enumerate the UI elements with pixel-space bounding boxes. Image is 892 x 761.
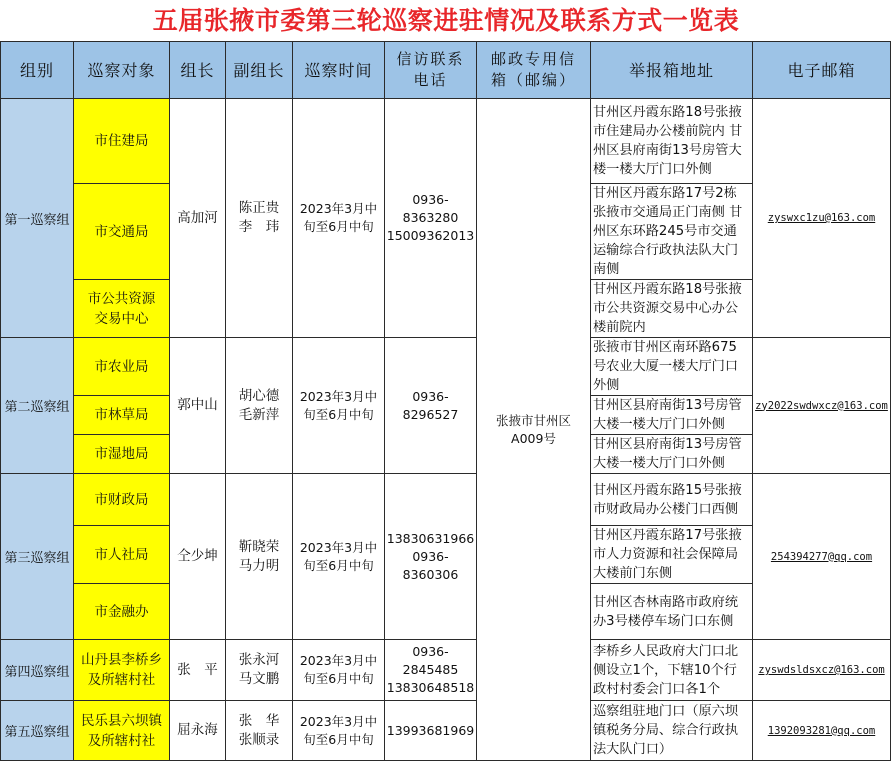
target-line1: 民乐县六坝镇 (81, 712, 162, 729)
leader-cell: 高加河 (170, 99, 226, 338)
deputy-1: 胡心德 (238, 387, 280, 404)
email-link[interactable]: zyswdsldsxcz@163.com (758, 664, 885, 676)
report-box-address: 甘州区丹霞东路17号2栋张掖市交通局正门南侧 甘州区东环路245号市交通运输综合行政执法队大门南侧 (591, 184, 753, 280)
header-leader: 组长 (170, 42, 226, 99)
phone-1: 13830631966 (386, 530, 475, 546)
target-cell: 市财政局 (74, 474, 170, 526)
phone-cell (385, 701, 477, 761)
time-line1: 2023年3月中 (299, 653, 378, 668)
table-row (1, 338, 891, 396)
deputy-cell (226, 338, 293, 474)
deputy-cell (226, 640, 293, 701)
phone-1: 0936-8296527 (402, 388, 459, 422)
report-box-address: 甘州区丹霞东路15号张掖市财政局办公楼门口西侧 (591, 474, 753, 526)
table-row (1, 701, 891, 761)
header-deputy: 副组长 (226, 42, 293, 99)
report-box-address: 甘州区杏林南路市政府统办3号楼停车场门口东侧 (591, 584, 753, 640)
header-report-box: 举报箱地址 (591, 42, 753, 99)
target-line1: 市公共资源 (87, 290, 156, 307)
mailbox-line1: 张掖市甘州区 (495, 412, 571, 428)
leader-cell: 张 平 (170, 640, 226, 701)
group-name: 第三巡察组 (1, 474, 74, 640)
header-phone-line1: 信访联系 (396, 50, 465, 68)
deputy-2: 马文鹏 (238, 671, 280, 687)
phone-1: 0936-2845485 (402, 644, 459, 677)
header-email: 电子邮箱 (753, 42, 891, 99)
time-cell (293, 701, 385, 761)
header-mailbox (477, 42, 591, 99)
group-name: 第五巡察组 (1, 701, 74, 761)
leader-cell: 郭中山 (170, 338, 226, 474)
email-link[interactable]: 1392093281@qq.com (767, 724, 876, 737)
target-cell: 市人社局 (74, 526, 170, 584)
header-phone (385, 42, 477, 99)
email-link[interactable]: 254394277@qq.com (770, 550, 873, 563)
deputy-1: 张永河 (238, 652, 280, 668)
group-name: 第四巡察组 (1, 640, 74, 701)
phone-2: 15009362013 (386, 228, 475, 243)
target-line2: 及所辖村社 (87, 672, 156, 688)
report-box-address: 甘州区县府南街13号房管大楼一楼大厅门口外侧 (591, 435, 753, 474)
time-line1: 2023年3月中 (299, 713, 378, 729)
report-box-address: 甘州区县府南街13号房管大楼一楼大厅门口外侧 (591, 396, 753, 435)
deputy-2: 张顺录 (238, 731, 280, 748)
table-row (1, 640, 891, 701)
phone-cell (385, 640, 477, 701)
deputy-2: 毛新萍 (238, 406, 280, 423)
target-line2: 交易中心 (94, 310, 149, 327)
page-title: 五届张掖市委第三轮巡察进驻情况及联系方式一览表 (152, 6, 740, 35)
email-cell (753, 640, 891, 701)
report-box-address: 李桥乡人民政府大门口北侧设立1个，下辖10个行政村村委会门口各1个 (591, 640, 753, 701)
time-cell (293, 640, 385, 701)
target-cell: 市住建局 (74, 99, 170, 184)
report-box-address: 巡察组驻地门口（原六坝镇税务分局、综合行政执法大队门口） (591, 701, 753, 761)
target-cell: 市林草局 (74, 396, 170, 435)
mailbox-line2: A009号 (511, 430, 556, 446)
target-cell: 市交通局 (74, 184, 170, 280)
leader-cell: 仝少坤 (170, 474, 226, 640)
email-cell (753, 701, 891, 761)
phone-1: 13993681969 (386, 722, 475, 738)
time-line1: 2023年3月中 (299, 539, 378, 555)
target-cell (74, 701, 170, 761)
phone-cell (385, 338, 477, 474)
group-name: 第一巡察组 (1, 99, 74, 338)
deputy-1: 张 华 (238, 712, 280, 729)
target-cell: 市农业局 (74, 338, 170, 396)
phone-1: 0936-8363280 (402, 192, 459, 225)
phone-cell (385, 474, 477, 640)
report-box-address: 甘州区丹霞东路17号张掖市人力资源和社会保障局大楼前门东侧 (591, 526, 753, 584)
target-cell (74, 640, 170, 701)
deputy-1: 陈正贵 (238, 200, 280, 216)
table-row (1, 474, 891, 526)
deputy-cell (226, 474, 293, 640)
time-line2: 旬至6月中旬 (303, 557, 374, 573)
time-line2: 旬至6月中旬 (303, 671, 374, 686)
time-line2: 旬至6月中旬 (303, 406, 374, 422)
report-box-address: 甘州区丹霞东路18号张掖市住建局办公楼前院内 甘州区县府南街13号房管大楼一楼大厅门口外侧 (591, 99, 753, 184)
email-cell (753, 474, 891, 640)
phone-2: 0936-8360306 (402, 548, 459, 582)
header-row (1, 42, 891, 99)
leader-cell: 屈永海 (170, 701, 226, 761)
deputy-cell (226, 701, 293, 761)
time-line1: 2023年3月中 (299, 201, 378, 216)
header-group: 组别 (1, 42, 74, 99)
header-mailbox-line1: 邮政专用信 (490, 50, 576, 68)
deputy-2: 李 玮 (238, 219, 280, 235)
phone-cell (385, 99, 477, 338)
deputy-2: 马力明 (238, 557, 280, 574)
email-link[interactable]: zyswxc1zu@163.com (767, 212, 876, 224)
mailbox-cell (477, 99, 591, 761)
email-link[interactable]: zy2022swdwxcz@163.com (755, 399, 888, 412)
target-line2: 及所辖村社 (87, 732, 156, 749)
target-cell: 市金融办 (74, 584, 170, 640)
email-cell (753, 338, 891, 474)
header-phone-line2: 电话 (413, 71, 448, 89)
table-row (1, 99, 891, 184)
report-box-address: 张掖市甘州区南环路675号农业大厦一楼大厅门口外侧 (591, 338, 753, 396)
phone-2: 13830648518 (386, 680, 475, 695)
deputy-1: 靳晓荣 (238, 538, 280, 555)
time-cell (293, 99, 385, 338)
time-line1: 2023年3月中 (299, 388, 378, 404)
target-cell: 市湿地局 (74, 435, 170, 474)
target-cell (74, 280, 170, 338)
header-target: 巡察对象 (74, 42, 170, 99)
time-cell (293, 474, 385, 640)
time-cell (293, 338, 385, 474)
deputy-cell (226, 99, 293, 338)
header-time: 巡察时间 (293, 42, 385, 99)
report-box-address: 甘州区丹霞东路18号张掖市公共资源交易中心办公楼前院内 (591, 280, 753, 338)
group-name: 第二巡察组 (1, 338, 74, 474)
time-line2: 旬至6月中旬 (303, 219, 374, 234)
time-line2: 旬至6月中旬 (303, 731, 374, 747)
inspection-table (0, 41, 891, 761)
email-cell (753, 99, 891, 338)
header-mailbox-line2: 箱（邮编） (490, 71, 576, 89)
target-line1: 山丹县李桥乡 (81, 652, 162, 668)
